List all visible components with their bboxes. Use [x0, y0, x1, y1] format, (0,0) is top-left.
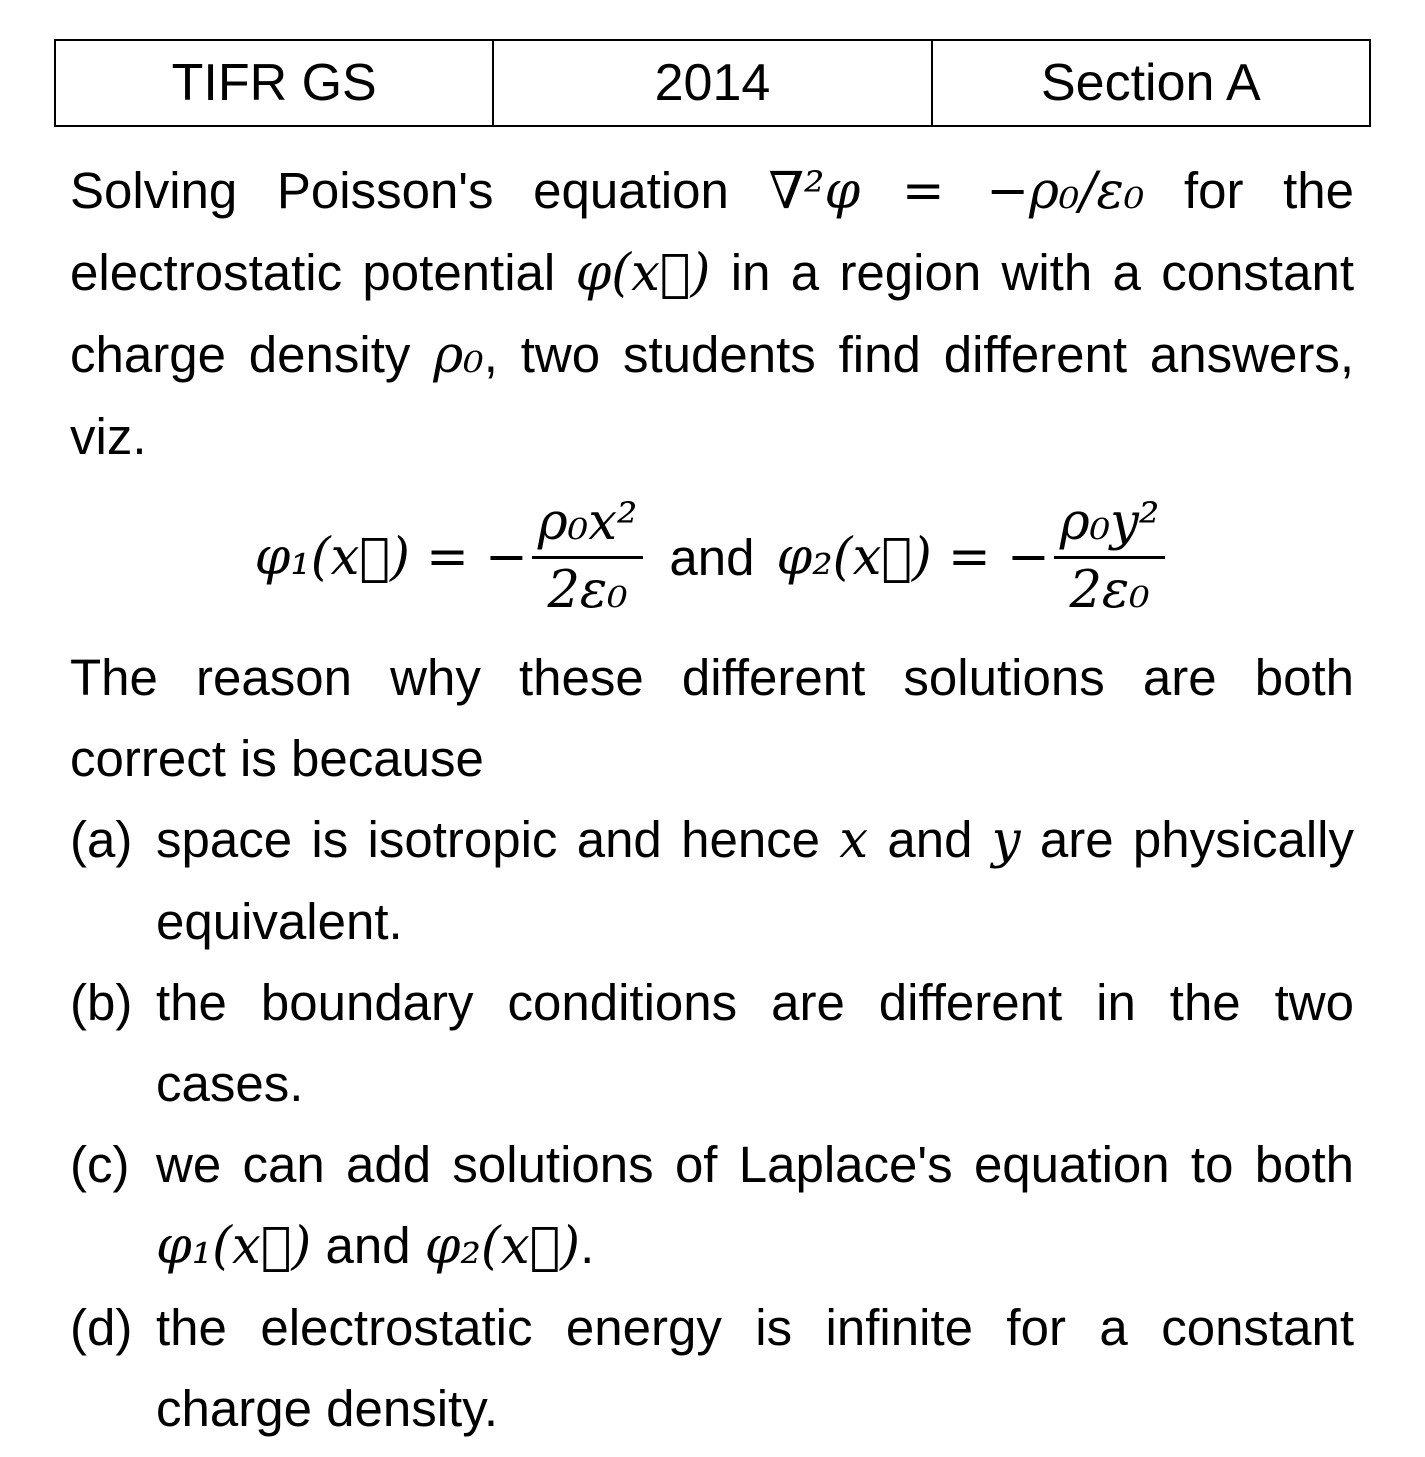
option-a-text	[156, 799, 1354, 962]
option-a-var-y: y	[991, 811, 1021, 870]
option-c[interactable]	[70, 1124, 1354, 1287]
option-a-var-x: x	[839, 811, 869, 870]
exam-name-cell: TIFR GS	[55, 40, 493, 126]
intro-text-3: in a region with a constant charge density	[70, 244, 1355, 383]
equation-connector: and	[669, 528, 755, 586]
option-c-label: (c)	[70, 1136, 130, 1193]
option-a-text-1: space is isotropic and hence	[156, 811, 840, 868]
fraction-2-numerator: ρ₀y²	[1054, 495, 1166, 558]
fraction-1	[532, 495, 644, 618]
section-cell: Section A	[932, 40, 1370, 126]
intro-text-1: Solving Poisson's equation	[70, 162, 769, 219]
option-c-phi2: φ₂(x⃗)	[424, 1217, 581, 1276]
option-d[interactable]	[70, 1287, 1354, 1449]
intro-text-2: for the electrostatic potential	[70, 162, 1354, 301]
fraction-2	[1054, 495, 1166, 618]
option-a-label: (a)	[70, 811, 133, 868]
exam-year-cell: 2014	[493, 40, 931, 126]
question-prompt: The reason why these different solutions are both correct is because	[70, 649, 1354, 787]
question-intro	[70, 150, 1354, 477]
option-c-text-2: and	[311, 1217, 425, 1274]
option-d-text: the electrostatic energy is infinite for a constant charge density.	[156, 1299, 1354, 1437]
density-symbol: ρ₀	[433, 326, 484, 385]
fraction-1-denominator: 2ε₀	[547, 560, 628, 620]
option-c-phi1: φ₁(x⃗)	[156, 1217, 312, 1276]
fraction-2-denominator: 2ε₀	[1069, 560, 1150, 620]
fraction-1-numerator: ρ₀x²	[532, 495, 644, 558]
header-table	[54, 39, 1371, 127]
phi1-lhs: φ₁(x⃗)	[254, 527, 410, 587]
header-row	[55, 40, 1370, 126]
solutions-equation: φ₁(x⃗) = − $\frac{\text{ρ₀x²}}{\text{2ε₀}}$ and φ₂(x⃗) = − $\frac{\text{ρ₀y²}}{\text{2ε₀}}$	[70, 477, 1354, 637]
option-d-label: (d)	[70, 1299, 133, 1356]
intro-text-4: , two students find different answers, viz.	[70, 326, 1354, 465]
question-content	[70, 150, 1354, 1449]
option-b[interactable]	[70, 962, 1354, 1124]
option-c-text-1: we can add solutions of Laplace's equation to both	[156, 1136, 1354, 1193]
option-a-text-2: and	[868, 811, 992, 868]
option-b-text: the boundary conditions are different in the two cases.	[156, 974, 1354, 1112]
option-b-label: (b)	[70, 974, 133, 1031]
option-a-text-3: are physically equivalent.	[156, 811, 1354, 950]
poisson-equation: ∇²φ = −ρ₀/ε₀	[768, 162, 1145, 221]
potential-symbol: φ(x⃗)	[575, 244, 711, 303]
option-c-text	[156, 1124, 1354, 1287]
option-c-text-3: .	[580, 1217, 595, 1274]
option-a[interactable]	[70, 799, 1354, 962]
phi2-lhs: φ₂(x⃗)	[776, 527, 932, 587]
